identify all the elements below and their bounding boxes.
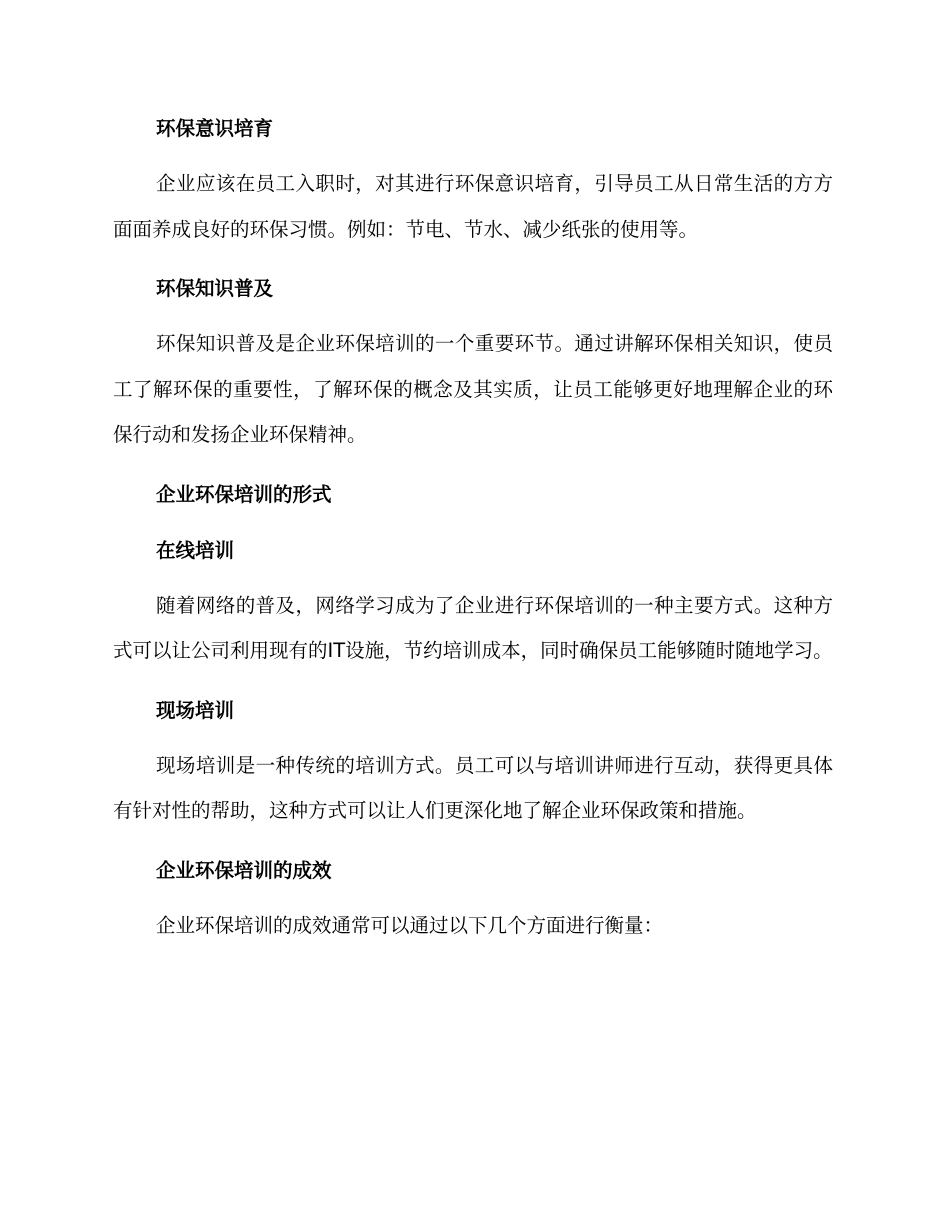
paragraph-training-results: 企业环保培训的成效通常可以通过以下几个方面进行衡量： xyxy=(156,913,664,937)
section-heading-env-awareness: 环保意识培育 xyxy=(156,117,274,140)
section-heading-online-training: 在线培训 xyxy=(156,538,235,562)
paragraph-env-awareness: 企业应该在员工入职时，对其进行环保意识培育，引导员工从日常生活的方方面面养成良好的环保习惯。例如：节电、节水、减少纸张的使用等。 xyxy=(113,172,833,241)
section-heading-onsite-training: 现场培训 xyxy=(156,698,235,722)
section-heading-training-forms: 企业环保培训的形式 xyxy=(156,482,332,506)
paragraph-env-knowledge: 环保知识普及是企业环保培训的一个重要环节。通过讲解环保相关知识，使员工了解环保的重要性，了解环保的概念及其实质，让员工能够更好地理解企业的环保行动和发扬企业环保精神。 xyxy=(113,332,833,446)
paragraph-online-training: 随着网络的普及，网络学习成为了企业进行环保培训的一种主要方式。这种方式可以让公司利用现有的IT设施，节约培训成本，同时确保员工能够随时随地学习。 xyxy=(113,593,833,662)
paragraph-onsite-training: 现场培训是一种传统的培训方式。员工可以与培训讲师进行互动，获得更具体有针对性的帮助，这种方式可以让人们更深化地了解企业环保政策和措施。 xyxy=(113,753,833,822)
section-heading-training-results: 企业环保培训的成效 xyxy=(156,858,332,882)
section-heading-env-knowledge: 环保知识普及 xyxy=(156,277,274,300)
document-body xyxy=(113,110,833,948)
